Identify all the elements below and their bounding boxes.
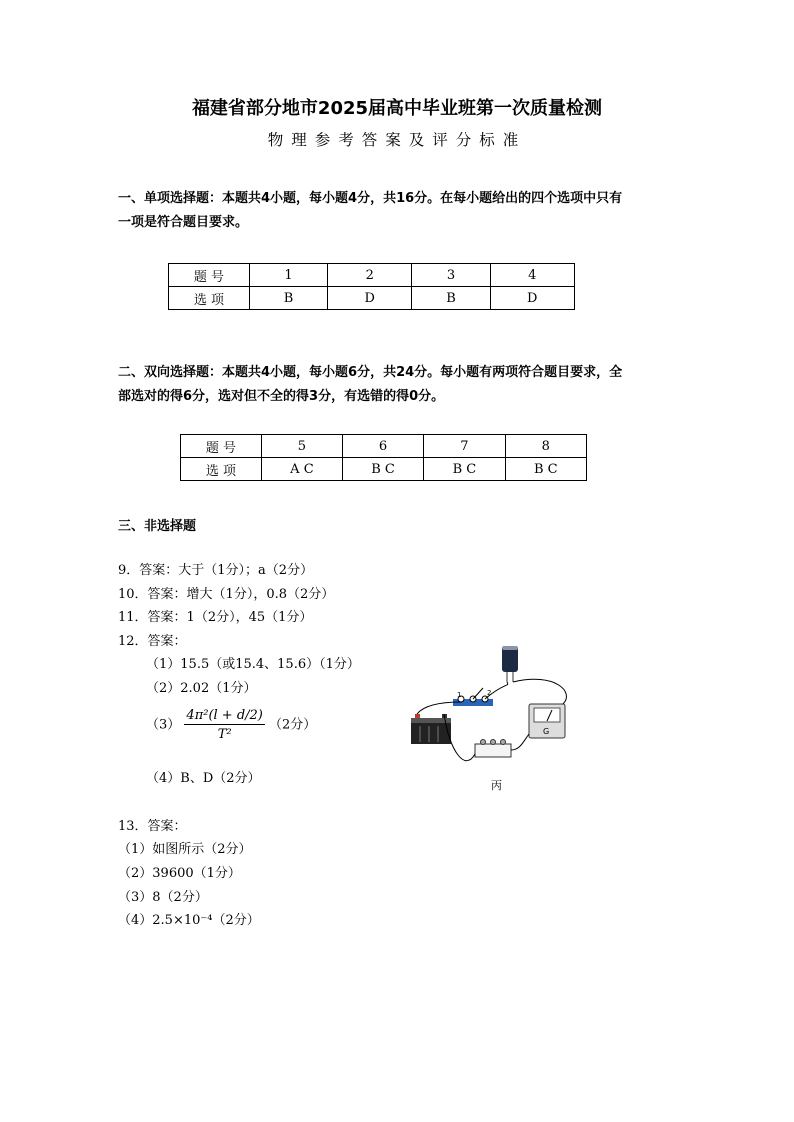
answer-q13-part3: （3）8（2分）	[118, 890, 208, 905]
answer-q11: 11．答案：1（2分），45（1分）	[118, 610, 313, 625]
answer-q10: 10．答案：增大（1分），0.8（2分）	[118, 587, 335, 602]
table-cell: D	[328, 287, 412, 310]
section1-heading	[118, 187, 622, 235]
answer-q13-part1: （1）如图所示（2分）	[118, 842, 252, 857]
table-cell: 2	[328, 264, 412, 287]
answer-q13-part2: （2）39600（1分）	[118, 866, 241, 881]
table-cell: 5	[262, 435, 343, 458]
document-title: 福建省部分地市2025届高中毕业班第一次质量检测	[191, 98, 603, 119]
answer-q12-part3-suffix: （2分）	[269, 717, 317, 733]
table-cell: B	[250, 287, 328, 310]
table-cell: B C	[424, 458, 505, 481]
answer-q12-part4: （4）B、D（2分）	[146, 771, 261, 786]
table-row	[181, 458, 587, 481]
answer-q12-part3	[146, 708, 316, 742]
section2-answer-table	[180, 434, 587, 481]
table-row	[169, 264, 575, 287]
circuit-figure	[405, 642, 585, 792]
table-row	[169, 287, 575, 310]
answer-q12-label: 12．答案：	[118, 634, 187, 649]
section2-heading	[118, 361, 622, 409]
svg-text:G: G	[543, 727, 550, 736]
section1-answer-table	[168, 263, 575, 310]
formula-denominator: T²	[217, 727, 232, 742]
svg-text:1: 1	[457, 691, 462, 699]
figure-caption: 丙	[491, 779, 502, 792]
table-cell: 3	[412, 264, 490, 287]
answer-q13-label: 13．答案：	[118, 819, 187, 834]
section1-heading-line2: 一项是符合题目要求。	[118, 215, 249, 230]
table-cell: B C	[505, 458, 586, 481]
galvanometer-icon	[529, 704, 565, 738]
resistor-box-icon	[475, 740, 511, 758]
table-header-cell: 题 号	[169, 264, 250, 287]
table-header-cell: 选 项	[181, 458, 262, 481]
answer-q12-part3-prefix: （3）	[146, 717, 181, 733]
answer-q13-part4: （4）2.5×10⁻⁴（2分）	[118, 913, 260, 928]
table-header-cell: 选 项	[169, 287, 250, 310]
answer-q12-part1: （1）15.5（或15.4、15.6）（1分）	[146, 657, 360, 672]
table-cell: D	[490, 287, 575, 310]
table-cell: 6	[342, 435, 423, 458]
document-subtitle: 物理参考答案及评分标准	[267, 131, 527, 149]
section1-heading-line1: 一、单项选择题：本题共4小题，每小题4分，共16分。在每小题给出的四个选项中只有	[118, 191, 623, 206]
svg-text:2: 2	[487, 689, 492, 697]
table-cell: 1	[250, 264, 328, 287]
table-header-cell: 题 号	[181, 435, 262, 458]
table-cell: 7	[424, 435, 505, 458]
section2-heading-line1: 二、双向选择题：本题共4小题，每小题6分，共24分。每小题有两项符合题目要求，全	[118, 365, 623, 380]
answer-q12-part2: （2）2.02（1分）	[146, 681, 257, 696]
section2-heading-line2: 部选对的得6分，选对但不全的得3分，有选错的得0分。	[118, 389, 445, 404]
answer-q9: 9．答案：大于（1分）；a（2分）	[118, 563, 314, 578]
table-cell: B	[412, 287, 490, 310]
section3-heading: 三、非选择题	[118, 519, 197, 534]
table-cell: B C	[342, 458, 423, 481]
table-cell: 8	[505, 435, 586, 458]
table-cell: 4	[490, 264, 575, 287]
formula-fraction	[184, 708, 264, 742]
formula-numerator: 4π²(l + d/2)	[186, 708, 263, 723]
table-row	[181, 435, 587, 458]
table-cell: A C	[262, 458, 343, 481]
capacitor-icon	[502, 646, 518, 682]
